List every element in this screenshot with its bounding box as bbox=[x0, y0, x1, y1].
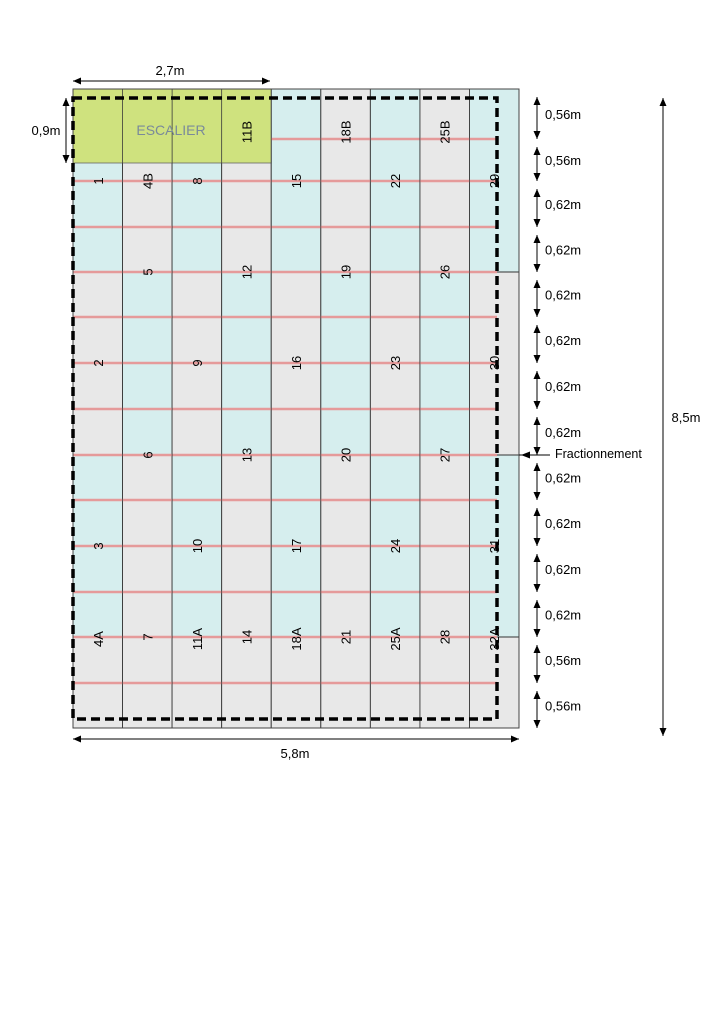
panel-number: 25B bbox=[437, 120, 453, 144]
arrow-head bbox=[73, 78, 81, 85]
row-dimension-label: 0,62m bbox=[545, 287, 582, 303]
row-dimension-label: 0,56m bbox=[545, 653, 582, 668]
panel-number: 25A bbox=[388, 627, 404, 651]
arrow-head bbox=[534, 417, 541, 425]
panel-number: 13 bbox=[239, 447, 255, 463]
panel-number: 1 bbox=[90, 177, 106, 185]
arrow-head bbox=[534, 189, 541, 197]
arrow-head bbox=[73, 736, 81, 743]
row-dimension-label: 0,62m bbox=[545, 379, 582, 394]
panel-number: 32A bbox=[487, 627, 503, 651]
panel-number: 6 bbox=[140, 451, 156, 459]
arrow-head bbox=[534, 645, 541, 653]
row-dimension-label: 0,62m bbox=[545, 470, 582, 486]
panel-number: 24 bbox=[388, 538, 404, 554]
total-width-label: 5,8m bbox=[280, 746, 310, 761]
row-dimension-label: 0,62m bbox=[545, 242, 582, 258]
panel-number: 10 bbox=[189, 538, 205, 554]
panel-number: 31 bbox=[487, 538, 503, 554]
stair-height-label: 0,9m bbox=[31, 123, 61, 138]
panel-number: 5 bbox=[140, 268, 156, 276]
arrow-head bbox=[534, 600, 541, 608]
arrow-head bbox=[534, 131, 541, 139]
panel-number: 22 bbox=[388, 173, 404, 189]
total-height-label: 8,5m bbox=[671, 410, 701, 425]
panel-number: 11A bbox=[189, 627, 205, 651]
panel-number: 11B bbox=[239, 120, 255, 144]
fraction-label: Fractionnement bbox=[555, 447, 642, 461]
arrow-head bbox=[534, 264, 541, 272]
panel-number: 20 bbox=[338, 447, 354, 463]
arrow-head bbox=[534, 691, 541, 699]
row-dimension-label: 0,62m bbox=[545, 425, 582, 440]
panel-number: 14 bbox=[239, 629, 255, 645]
panel-number: 8 bbox=[189, 177, 205, 185]
panel-number: 18B bbox=[338, 120, 354, 144]
panel-number: 2 bbox=[90, 359, 106, 367]
arrow-head bbox=[534, 492, 541, 500]
arrow-head bbox=[521, 452, 530, 459]
arrow-head bbox=[534, 401, 541, 409]
arrow-head bbox=[534, 325, 541, 333]
arrow-head bbox=[534, 508, 541, 516]
panel-number: 3 bbox=[90, 542, 106, 550]
panel-number: 15 bbox=[289, 173, 304, 189]
panel-number: 17 bbox=[289, 538, 304, 554]
arrow-head bbox=[534, 147, 541, 155]
row-dimension-label: 0,62m bbox=[545, 562, 582, 577]
panel-number: 26 bbox=[437, 264, 453, 280]
panel-number: 21 bbox=[338, 629, 354, 645]
panel-number: 16 bbox=[289, 355, 304, 371]
arrow-head bbox=[534, 447, 541, 455]
panel-number: 7 bbox=[140, 633, 156, 641]
row-dimension-label: 0,62m bbox=[545, 197, 582, 212]
panel-number: 28 bbox=[437, 629, 453, 645]
panel-number: 27 bbox=[437, 447, 453, 463]
panel-number: 18A bbox=[289, 627, 304, 651]
arrow-head bbox=[534, 97, 541, 105]
arrow-head bbox=[534, 173, 541, 181]
row-dimension-label: 0,56m bbox=[545, 153, 582, 168]
arrow-head bbox=[534, 309, 541, 317]
panel-number: 4B bbox=[140, 173, 156, 189]
arrow-head bbox=[660, 728, 667, 736]
arrow-head bbox=[534, 371, 541, 379]
arrow-head bbox=[534, 584, 541, 592]
arrow-head bbox=[534, 538, 541, 546]
panel-number: 30 bbox=[487, 355, 503, 371]
row-dimension-label: 0,62m bbox=[545, 333, 582, 348]
arrow-head bbox=[534, 463, 541, 471]
panel-number: 4A bbox=[90, 631, 106, 647]
arrow-head bbox=[534, 235, 541, 243]
panel-number: 19 bbox=[338, 264, 354, 280]
arrow-head bbox=[534, 629, 541, 637]
arrow-head bbox=[660, 98, 667, 106]
panel-number: 29 bbox=[487, 173, 503, 189]
arrow-head bbox=[534, 554, 541, 562]
arrow-head bbox=[511, 736, 519, 743]
arrow-head bbox=[63, 98, 70, 106]
arrow-head bbox=[534, 355, 541, 363]
arrow-head bbox=[534, 675, 541, 683]
row-dimension-label: 0,56m bbox=[545, 698, 582, 714]
arrow-head bbox=[534, 720, 541, 728]
stair-label: ESCALIER bbox=[136, 122, 206, 138]
row-dimension-label: 0,62m bbox=[545, 607, 582, 623]
panel-number: 12 bbox=[239, 264, 255, 280]
row-dimension-label: 0,56m bbox=[545, 107, 582, 122]
arrow-head bbox=[534, 280, 541, 288]
arrow-head bbox=[63, 155, 70, 163]
row-dimension-label: 0,62m bbox=[545, 516, 582, 531]
arrow-head bbox=[534, 219, 541, 227]
top-width-label: 2,7m bbox=[155, 63, 185, 78]
panel-number: 9 bbox=[189, 359, 205, 367]
panel-number: 23 bbox=[388, 355, 404, 371]
arrow-head bbox=[262, 78, 270, 85]
